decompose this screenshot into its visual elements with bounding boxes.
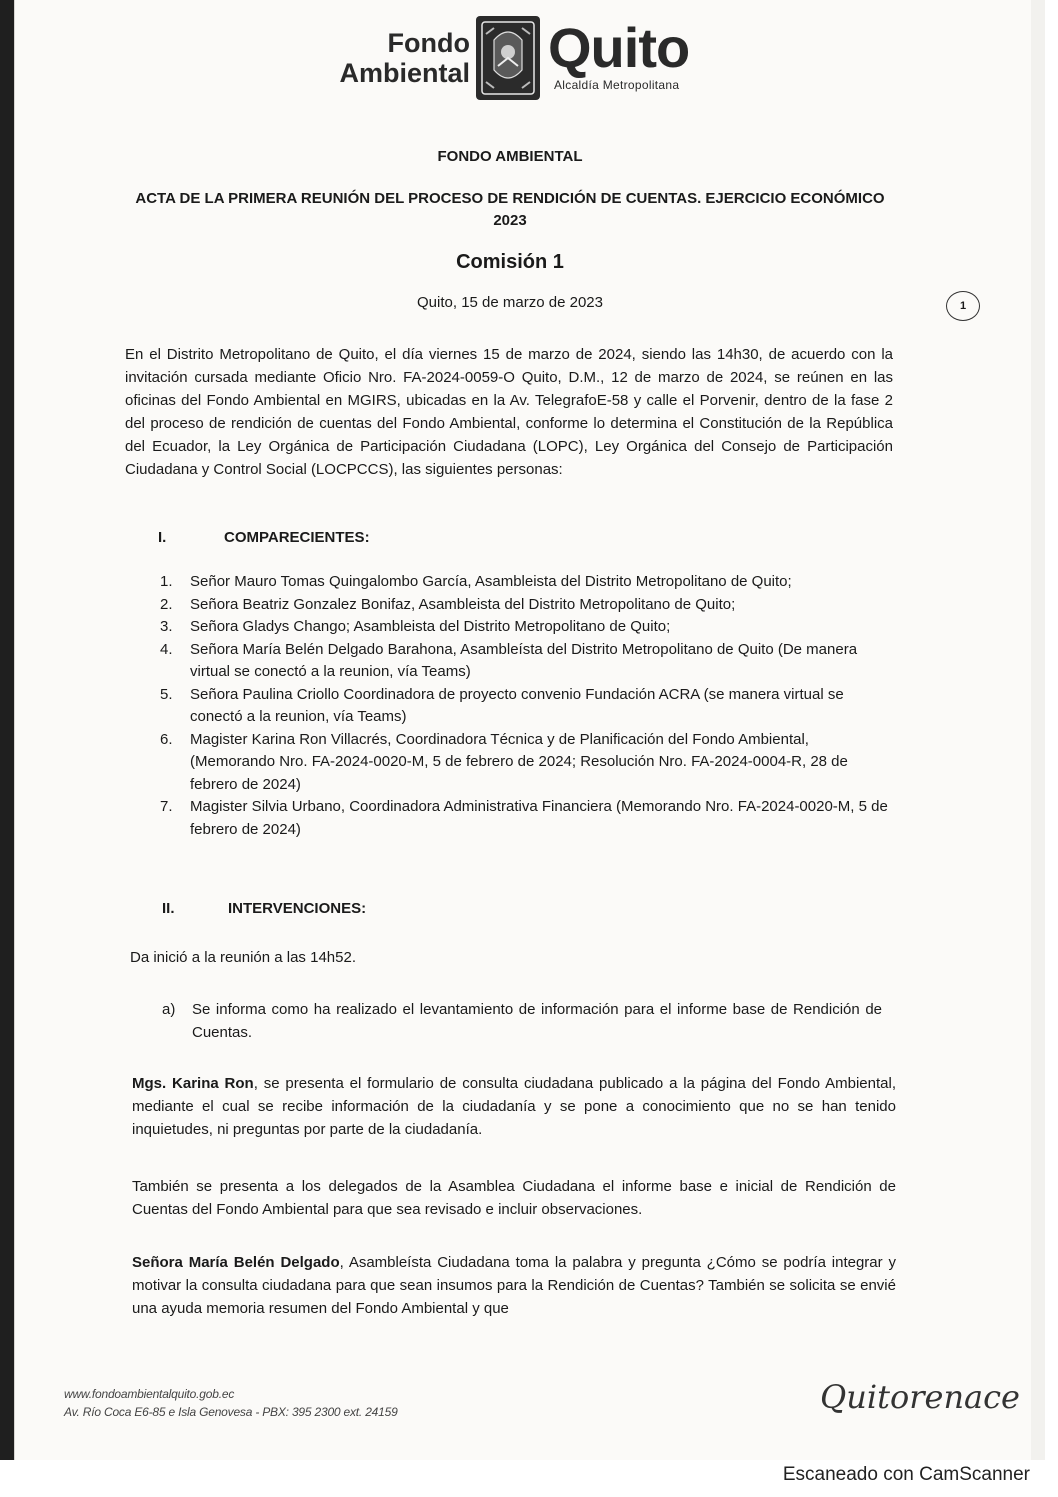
section-intervenciones-heading: II. INTERVENCIONES: <box>162 900 367 917</box>
camscanner-watermark: Escaneado con CamScanner <box>782 1464 1030 1485</box>
intro-paragraph: En el Distrito Metropolitano de Quito, el día viernes 15 de marzo de 2024, siendo las 14h30, de acuerdo con la invitación cursada mediante Oficio Nro. FA-2024-0059-O Quito, D.M., 12 de marzo de 2024, se reúnen en las oficinas del Fondo Ambiental en MGIRS, ubicadas en la Av. TelegrafoE-58 y calle el Porvenir, dentro de la fase 2 del proceso de rendición de cuentas del Fondo Ambiental, conforme lo determina el Constitución de la República del Ecuador, la Ley Orgánica de Participación Ciudadana (LOPC), Ley Orgánica del Consejo de Participación Ciudadana y Control Social (LOCPCCS), las siguientes personas: <box>125 346 893 478</box>
paragraph-maria-belen-delgado: Señora María Belén Delgado, Asambleísta Ciudadana toma la palabra y pregunta ¿Cómo se podría integrar y motivar la consulta ciudadana para que sean insumos para la Rendición de Cuentas? También se solicita se envié una ayuda memoria resumen del Fondo Ambiental y que <box>132 1254 896 1317</box>
list-item: 4. Señora María Belén Delgado Barahona, Asambleísta del Distrito Metropolitano de Quito (De manera virtual se conectó a la reunion, vía Teams) <box>160 640 858 680</box>
place-date: Quito, 15 de marzo de 2023 <box>417 294 603 311</box>
scan-edge-bar <box>0 0 14 1460</box>
meeting-start-line: Da inició a la reunión a las 14h52. <box>130 949 356 966</box>
footer-website: www.fondoambientalquito.gob.ec <box>64 1387 235 1401</box>
list-item: 3. Señora Gladys Chango; Asambleista del Distrito Metropolitano de Quito; <box>160 618 671 635</box>
list-item: 1. Señor Mauro Tomas Quingalombo García, Asambleista del Distrito Metropolitano de Quito; <box>160 573 792 590</box>
logo-quito: Quito <box>548 16 690 79</box>
acta-title: ACTA DE LA PRIMERA REUNIÓN DEL PROCESO DE RENDICIÓN DE CUENTAS. EJERCICIO ECONÓMICO 2023 <box>135 190 885 229</box>
footer-address: Av. Río Coca E6-85 e Isla Genovesa - PBX: 395 2300 ext. 24159 <box>64 1405 398 1419</box>
attendee-list <box>150 571 895 841</box>
footer-slogan-logo: Quitorenace <box>820 1378 1020 1416</box>
list-item: 7. Magister Silvia Urbano, Coordinadora Administrativa Financiera (Memorando Nro. FA-2024-0020-M, 5 de febrero de 2024) <box>160 798 888 838</box>
logo-subtitle: Alcaldía Metropolitana <box>554 78 680 92</box>
list-item: 6. Magister Karina Ron Villacrés, Coordinadora Técnica y de Planificación del Fondo Ambiental, (Memorando Nro. FA-2024-0020-M, 5 de febrero de 2024; Resolución Nro. FA-2024-0004-R, 28 de febrero de 2024) <box>160 730 848 793</box>
section-comparecientes-heading: I. COMPARECIENTES: <box>158 529 370 546</box>
quito-seal-icon <box>474 14 542 102</box>
page-edge <box>1031 0 1045 1460</box>
commission-title: Comisión 1 <box>456 251 564 273</box>
org-heading: FONDO AMBIENTAL <box>437 148 583 165</box>
header-logo <box>270 14 740 106</box>
paragraph-tambien: También se presenta a los delegados de la Asamblea Ciudadana el informe base e inicial de Rendición de Cuentas del Fondo Ambiental para que sea revisado e incluir observaciones. <box>132 1178 896 1218</box>
logo-fondo-ambiental: Fondo Ambiental <box>339 28 470 88</box>
item-a: a) Se informa como ha realizado el levantamiento de información para el informe base de Rendición de Cuentas. <box>162 1001 882 1041</box>
list-item: 5. Señora Paulina Criollo Coordinadora de proyecto convenio Fundación ACRA (se manera virtual se conectó a la reunion, vía Teams) <box>160 685 844 725</box>
list-item: 2. Señora Beatriz Gonzalez Bonifaz, Asambleista del Distrito Metropolitano de Quito; <box>160 595 736 613</box>
paragraph-karina-ron: Mgs. Karina Ron, se presenta el formulario de consulta ciudadana publicado a la página del Fondo Ambiental, mediante el cual se recibe información de la ciudadanía y se pone a conocimiento que no se han tenido inquietudes, ni preguntas por parte de la ciudadanía. <box>132 1075 896 1138</box>
page-number-badge: 1 <box>946 291 980 321</box>
